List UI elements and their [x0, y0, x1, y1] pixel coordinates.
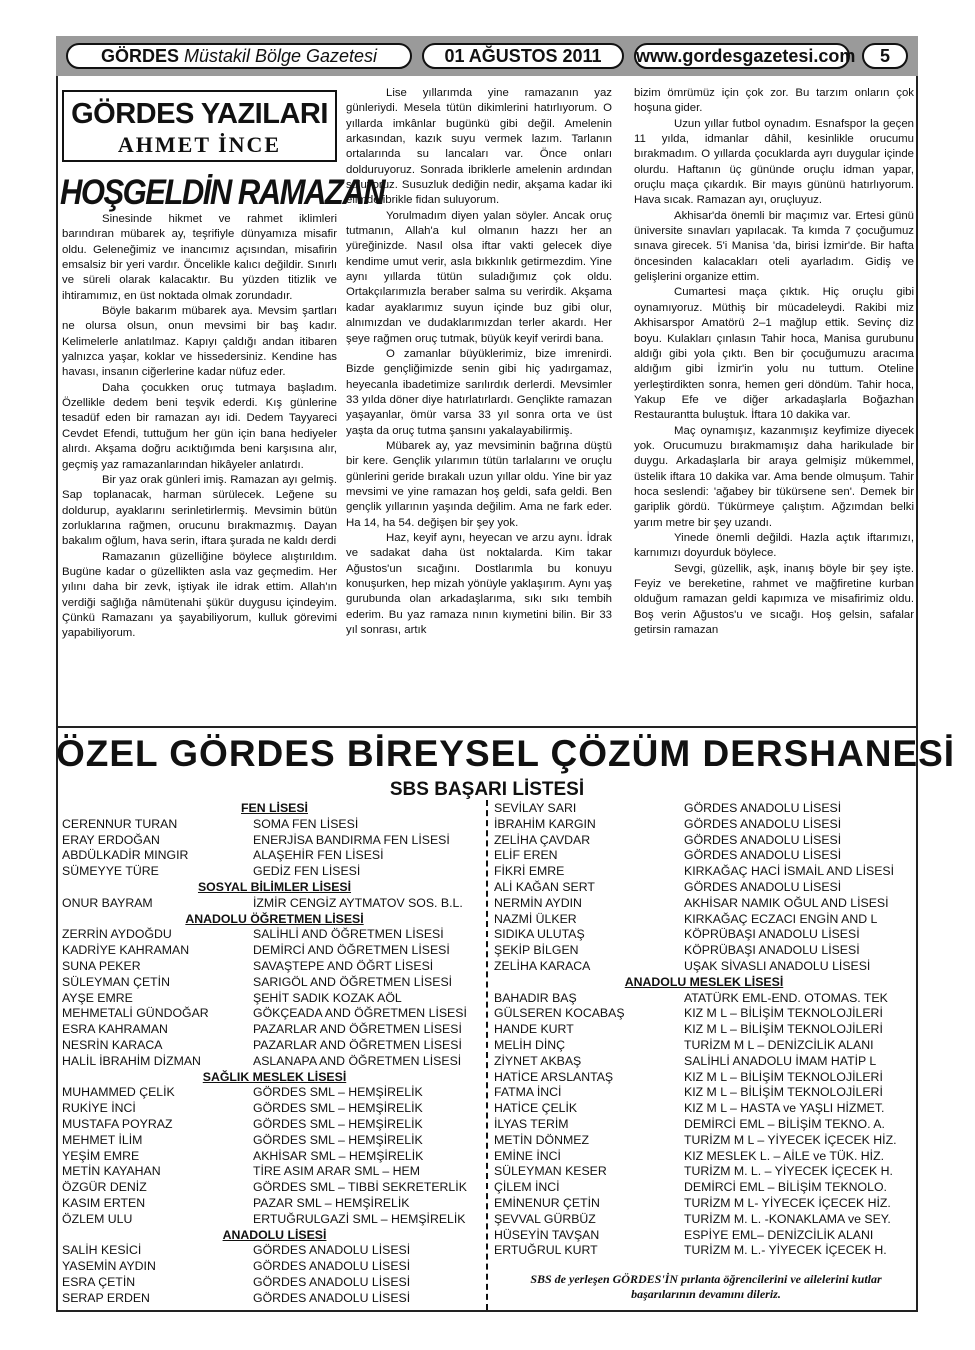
result-row: [62, 943, 487, 959]
ad-subtitle: SBS BAŞARI LİSTESİ: [389, 779, 585, 800]
result-row: [62, 1291, 487, 1307]
student-name: ZELİHA ÇAVDAR: [494, 832, 591, 847]
student-name: KADRİYE KAHRAMAN: [62, 943, 190, 958]
paper-name: GÖRDES: [100, 46, 179, 66]
result-row: [494, 1038, 914, 1054]
student-name: İLYAS TERİM: [494, 1116, 569, 1131]
school-name: KÖPRÜBAŞI ANADOLU LİSESİ: [684, 943, 860, 958]
student-name: ONUR BAYRAM: [62, 895, 153, 910]
student-name: İBRAHİM KARGIN: [494, 816, 596, 831]
school-name: GÖRDES ANADOLU LİSESİ: [684, 879, 842, 894]
school-name: UŞAK SİVASLI ANADOLU LİSESİ: [684, 958, 871, 973]
paragraph: Maç oynamışız, kazanmışız keyfimize diyecek yok. Orucumuzu bırakmamışız daha harikulade bir duygu. Arkadaşlarla bir araya gelmişiz mükemmel, üstelik iftara 10 dakika var. Ama bende olmuşum. Tahir hoca seslendi: 'ağabey bir tükürsene sen'. Demek bir gariplik gördü. Tükürmeye çalıştım. Ağzımdan belki yarım metre bir şey uzandı.: [634, 424, 914, 529]
student-name: HÜSEYİN TAVŞAN: [494, 1227, 600, 1242]
result-row: [62, 896, 487, 912]
result-row: [494, 1164, 914, 1180]
list-section-heading: FEN LİSESİ: [241, 801, 308, 815]
student-name: ESRA ÇETİN: [62, 1274, 136, 1289]
result-row: [62, 975, 487, 991]
school-name: AKHİSAR NAMIK OĞUL AND LİSESİ: [684, 895, 889, 910]
school-name: ERTUĞRULGAZİ SML – HEMŞİRELİK: [253, 1211, 466, 1226]
result-row: [494, 927, 914, 943]
student-name: YEŞİM EMRE: [62, 1148, 140, 1163]
list-section-heading: ANADOLU LİSESİ: [222, 1227, 327, 1242]
school-name: KÖPRÜBAŞI ANADOLU LİSESİ: [684, 927, 860, 942]
school-name: PAZARLAR AND ÖĞRETMEN LİSESİ: [253, 1037, 462, 1052]
school-name: SALİHLİ ANADOLU İMAM HATİP L: [684, 1053, 877, 1068]
result-row: [494, 1054, 914, 1070]
results-list-right: [494, 801, 914, 1259]
student-name: MEHMET İLİM: [62, 1132, 143, 1147]
article-column-3: [634, 86, 914, 638]
student-name: GÜLSEREN KOCABAŞ: [494, 1006, 625, 1021]
result-row: [62, 991, 487, 1007]
school-name: ALAŞEHİR FEN LİSESİ: [253, 848, 384, 863]
result-row: [494, 1006, 914, 1022]
student-name: RUKİYE İNCİ: [62, 1101, 136, 1116]
paper-name-pill: [66, 43, 412, 69]
paragraph: O zamanlar büyüklerimiz, bize imrenirdi. Bizde gençliğimizde senin gibi hiç yadırgamaz, heyecanla ibadetimize sarılırdık derlerdi. Mevsimler 33 yılda döner diye hatırlatırlardı. Gençlikte ramazan yaşayanlar, ömür varsa 33 yıl sonra orta ve üst yaşta da oruç tutma şansını yakalayabilirmiş.: [346, 347, 612, 437]
school-name: KIRKAĞAÇ ECZACI ENGİN AND L: [684, 911, 878, 926]
school-name: GÖRDES SML – HEMŞİRELİK: [253, 1132, 423, 1147]
column-title-box: [62, 90, 337, 162]
list-section-heading: SAĞLIK MESLEK LİSESİ: [202, 1069, 347, 1084]
article-column-1: [62, 212, 337, 642]
result-row: [62, 1180, 487, 1196]
student-name: ŞEVVAL GÜRBÜZ: [494, 1211, 596, 1226]
paragraph: Sevgi, güzellik, aşk, inanış böyle bir şey işte. Feyiz ve bereketine, rahmet ve mağfiretine kurban olduğum ramazan geldi kapımıza ve misafirimiz oldu. Boş verin Ağustos'u ve sıcağı. Hoş gelsin, safalar getirsin ramazan: [634, 562, 914, 637]
result-row: [494, 896, 914, 912]
school-name: GEDİZ FEN LİSESİ: [253, 864, 361, 879]
school-name: TİRE ASIM ARAR SML – HEM: [253, 1164, 420, 1179]
school-name: SARIGÖL AND ÖĞRETMEN LİSESİ: [253, 974, 453, 989]
paragraph: Mübarek ay, yaz mevsiminin bağrına düştü bir kere. Gençlik yılarımın tütün tarlalarını ve oruçlu günlerini geride bırakalı uzun yıllar oldu. Yine bir yaz mevsimi ve yine ramazan hoş geldi, safa geldi. Ben gençlik yıllarının yaşında değilim. Ama ne fark eder. Ha 14, ha 54. değişen bir şey yok.: [346, 439, 612, 529]
school-name: GÖRDES ANADOLU LİSESİ: [684, 801, 842, 815]
paragraph: Cumartesi maça çıktık. Hiç oruçlu gibi oynamıyoruz. Müthiş bir mücadeleydi. Rakibi miz Akhisarspor Amatörü 2–1 mağlup ettik. Sevinç diz boyu. Kulakları çınlasın Tahir hoca, Manisa gurubunu aldığı gibi yola çıktı. Ben bir çocuğumuzu aracıma aldığım gibi İzmir'in yolu nu tuttum. Oteline yerleştirdikten sonra, hemen geri döndüm. Tahir hoca, Yakup Efe ve diğer arkadaşlarla Boğazhan Restaurantta buluştuk. İftara 10 dakika var.: [634, 286, 914, 422]
student-name: MUHAMMED ÇELİK: [62, 1085, 175, 1100]
school-name: GÖRDES ANADOLU LİSESİ: [684, 848, 842, 863]
student-name: SIDIKA ULUTAŞ: [494, 927, 585, 942]
student-name: SÜMEYYE TÜRE: [62, 864, 159, 879]
result-row: [62, 1022, 487, 1038]
school-name: DEMİRCİ EML – BİLİŞİM TEKNOLO.: [684, 1180, 887, 1195]
school-name: GÖRDES ANADOLU LİSESİ: [253, 1243, 411, 1258]
school-name: KIZ MESLEK L. – AİLE ve TÜK. HİZ.: [684, 1148, 885, 1163]
student-name: NESRİN KARACA: [62, 1037, 163, 1052]
paragraph: Bir yaz orak günleri imiş. Ramazan ayı gelmiş. Sap toplanacak, harman sürülecek. Leğene su doldurup, ayaklarını serinletirlermiş. Mevsimin bütün zorluklarına rağmen, orucunu bırakmazmış. Dayan bakalım oğlum, hava serin, iftara şurada ne kaldı derdi: [62, 473, 337, 548]
student-name: CERENNUR TURAN: [62, 816, 178, 831]
student-name: METİN KAYAHAN: [62, 1164, 161, 1179]
school-name: DEMİRCİ EML – BİLİŞİM TEKNO. A.: [684, 1116, 885, 1131]
student-name: YASEMİN AYDIN: [62, 1259, 156, 1274]
student-name: MEHMETALİ GÜNDOĞAR: [62, 1006, 209, 1021]
result-row: [62, 864, 487, 880]
paragraph: bizim ömrümüz için çok zor. Bu tarzım onların çok hoşuna gider.: [634, 87, 914, 115]
school-name: ASLANAPA AND ÖĞRETMEN LİSESİ: [253, 1053, 462, 1068]
school-name: KIZ M L – BİLİŞİM TEKNOLOJİLERİ: [684, 1022, 883, 1037]
ad-footer-note: SBS de yerleşen GÖRDES'İN pırlanta öğrencilerini ve ailelerini kutlar başarılarının devamını dileriz.: [530, 1272, 882, 1301]
result-row: [62, 1133, 487, 1149]
school-name: SAVAŞTEPE AND ÖĞRT LİSESİ: [253, 958, 434, 973]
result-row: [494, 1070, 914, 1086]
student-name: ÖZLEM ULU: [62, 1211, 133, 1226]
student-name: ABDÜLKADİR MINGIR: [62, 848, 189, 863]
school-name: GÖRDES ANADOLU LİSESİ: [253, 1259, 411, 1274]
student-name: NERMİN AYDIN: [494, 895, 582, 910]
school-name: GÖRDES ANADOLU LİSESİ: [684, 832, 842, 847]
result-row: [62, 1196, 487, 1212]
student-name: SERAP ERDEN: [62, 1290, 150, 1305]
result-row: [494, 880, 914, 896]
student-name: ERAY ERDOĞAN: [62, 832, 160, 847]
student-name: ELİF EREN: [494, 848, 558, 863]
result-row: [62, 1243, 487, 1259]
student-name: HALİL İBRAHİM DİZMAN: [62, 1053, 201, 1068]
result-row: [494, 864, 914, 880]
result-row: [494, 959, 914, 975]
school-name: TURİZM M L – YİYECEK İÇECEK HİZ.: [684, 1132, 897, 1147]
result-row: [62, 1117, 487, 1133]
school-name: TURİZM M. L. -KONAKLAMA ve SEY.: [684, 1211, 891, 1226]
result-row: [494, 817, 914, 833]
result-row: [62, 1149, 487, 1165]
school-name: PAZARLAR AND ÖĞRETMEN LİSESİ: [253, 1022, 462, 1037]
school-name: SALİHLİ AND ÖĞRETMEN LİSESİ: [253, 927, 444, 942]
result-row: [62, 1054, 487, 1070]
article-headline: HOŞGELDİN RAMAZAN: [60, 172, 385, 213]
school-name: KIRKAĞAÇ HACİ İSMAİL AND LİSESİ: [684, 864, 895, 879]
result-row: [62, 1085, 487, 1101]
result-row: [494, 1149, 914, 1165]
school-name: GÖRDES SML – TIBBİ SEKRETERLİK: [253, 1180, 467, 1195]
paragraph: Lise yıllarımda yine ramazanın yaz günleriydi. Mesela tütün dikimlerini hatırlıyorum. O yıllarda imkânlar bugünkü gibi değil. Amelenin arkasından, kazık suyu vermek lazım. Tarlanın ortalarında su lancaları var. Önce onları dolduruyoruz. Sonrada ibriklerle amelenin ardından suluyoruz. Susuzluk dediğin nedir, akşama kadar iki elimde ibrikle fidan suluyorum.: [346, 87, 612, 207]
school-name: TURİZM M L – DENİZCİLİK ALANI: [684, 1037, 874, 1052]
school-name: KIZ M L – HASTA ve YAŞLI HİZMET.: [684, 1101, 885, 1116]
student-name: KASIM ERTEN: [62, 1195, 146, 1210]
school-name: KIZ M L – BİLİŞİM TEKNOLOJİLERİ: [684, 1069, 883, 1084]
dashed-separator: [486, 800, 488, 1310]
issue-date: 01 AĞUSTOS 2011: [422, 43, 624, 69]
paragraph: Daha çocukken oruç tutmaya başladım. Özellikle dedem beni teşvik ederdi. Kış günlerine tesadüf eden bir ramazan ayı idi. Dedem Tayyareci Cevdet Efendi, tuttuğum her gün için bana hediyeler alırdı. Akşama doğru acıktığımda beni karşısına alır, geçmiş yaz ramazanlarından hikâyeler anlatırdı.: [62, 381, 337, 471]
result-row: [494, 1228, 914, 1244]
school-name: ESPİYE EML– DENİZCİLİK ALANI: [684, 1227, 874, 1242]
school-name: İZMİR CENGİZ AYTMATOV SOS. B.L.: [253, 895, 463, 910]
paragraph: Ramazanın güzelliğine böylece alıştırıldım. Bugüne kadar o güzellikten asla vaz geçmedim. Her yılını daha bir zevk, iştiyak ile idrak ettim. Allah'ın verdiği sağlığa nâmütenahi şükür duygusu içindeyim. Çünkü Ramazanı ya şayabiliyorum, kulluk görevimi yapabiliyorum.: [62, 550, 337, 640]
school-name: DEMİRCİ AND ÖĞRETMEN LİSESİ: [253, 943, 450, 958]
ad-title: ÖZEL GÖRDES BİREYSEL ÇÖZÜM DERSHANESİ: [56, 733, 956, 774]
student-name: EMİNE İNCİ: [494, 1148, 561, 1163]
school-name: GÖRDES ANADOLU LİSESİ: [253, 1274, 411, 1289]
list-section-heading: ANADOLU MESLEK LİSESİ: [624, 974, 784, 989]
student-name: ESRA KAHRAMAN: [62, 1022, 168, 1037]
student-name: ERTUĞRUL KURT: [494, 1243, 598, 1258]
result-row: [62, 1164, 487, 1180]
result-row: [62, 927, 487, 943]
student-name: FATMA İNCİ: [494, 1085, 562, 1100]
result-row: [62, 1259, 487, 1275]
school-name: ŞEHİT SADIK KOZAK AÖL: [253, 990, 402, 1005]
student-name: SÜLEYMAN KESER: [494, 1164, 607, 1179]
page-header: [56, 36, 918, 76]
result-row: [62, 1006, 487, 1022]
column-title: GÖRDES YAZILARI: [71, 98, 328, 130]
paragraph: Uzun yıllar futbol oynadım. Esnafspor la geçen 11 yılda, idmanlar dâhil, kesinlikle orucumu bırakmadım. O yıllarda çocuklarda ayrı duygular içinde olurdu. Haftanın üç gününde oruçlu idman yapar, oruçlu maça çıkardık. Bir mayıs gününü hatırlıyorum. Hava sıcak. Ramazan ayı, oruçluyuz.: [634, 117, 914, 207]
author-name: AHMET İNCE: [117, 132, 282, 157]
results-list-left: [62, 801, 487, 1307]
result-row: [62, 1212, 487, 1228]
student-name: HATİCE ARSLANTAŞ: [494, 1069, 614, 1084]
student-name: SÜLEYMAN ÇETİN: [62, 974, 170, 989]
student-name: ALİ KAĞAN SERT: [494, 879, 595, 894]
result-row: [494, 912, 914, 928]
school-name: PAZAR SML – HEMŞİRELİK: [253, 1195, 410, 1210]
student-name: ÇİLEM İNCİ: [494, 1180, 560, 1195]
result-row: [494, 1117, 914, 1133]
student-name: MELİH DİNÇ: [494, 1037, 566, 1052]
result-row: [62, 959, 487, 975]
school-name: ENERJİSA BANDIRMA FEN LİSESİ: [253, 832, 450, 847]
result-row: [494, 1196, 914, 1212]
section-divider: [56, 726, 918, 728]
student-name: SALİH KESİCİ: [62, 1243, 142, 1258]
school-name: TURİZM M. L. – YİYECEK İÇECEK H.: [684, 1164, 893, 1179]
result-row: [494, 1243, 914, 1259]
result-row: [62, 1038, 487, 1054]
school-name: SOMA FEN LİSESİ: [253, 816, 359, 831]
student-name: AYŞE EMRE: [62, 990, 133, 1005]
result-row: [494, 833, 914, 849]
school-name: TURİZM M. L.- YİYECEK İÇECEK H.: [684, 1243, 887, 1258]
school-name: KIZ M L – BİLİŞİM TEKNOLOJİLERİ: [684, 1006, 883, 1021]
student-name: FİKRİ EMRE: [494, 864, 565, 879]
student-name: EMİNENUR ÇETİN: [494, 1195, 600, 1210]
result-row: [494, 1085, 914, 1101]
paragraph: Akhisar'da önemli bir maçımız var. Ertesi günü üniversite sınavları yapılacak. Ta kımda 7 çocuğumuz sınava girecek. 5'i Manisa 'da, birisi İzmir'de. Bir hafta öncesinden kalacakları oteli ayarladım. Gidiş ve gelişlerini organize ettim.: [634, 209, 914, 284]
website-link[interactable]: www.gordesgazetesi.com: [634, 43, 850, 69]
school-name: GÖRDES ANADOLU LİSESİ: [684, 816, 842, 831]
result-row: [494, 943, 914, 959]
student-name: SUNA PEKER: [62, 958, 141, 973]
result-row: [62, 1275, 487, 1291]
paragraph: Böyle bakarım mübarek aya. Mevsim şartları ne olursa olsun, onun mevsimi bir baş kadır. Kelimelerle anlatılmaz. Kapıyı çaldığı andan itibaren yalnızca yaşar, koklar ve hissedersiniz. Kendine has havası, insanın ciğerlerine kadar nüfuz eder.: [62, 305, 337, 379]
school-name: GÖRDES ANADOLU LİSESİ: [253, 1290, 411, 1305]
result-row: [494, 1133, 914, 1149]
student-name: ŞEKİP BİLGEN: [494, 943, 579, 958]
result-row: [62, 833, 487, 849]
student-name: NAZMİ ÜLKER: [494, 911, 577, 926]
paragraph: Sinesinde hikmet ve rahmet iklimleri barındıran mübarek ay, teşrifiyle dünyamıza misafir oldu. Geleneğimiz ve inancımız açısından, misafirin emsalsiz bir yeri vardır. Öncelikle kalıcı değildir. Sınırlı ve süreli olarak kalacaktır. Bu yüzden titizlik ve ihtiramımız, en üst noktada olmak zorundadır.: [62, 213, 337, 302]
student-name: ZELİHA KARACA: [494, 958, 591, 973]
result-row: [494, 848, 914, 864]
result-row: [494, 1101, 914, 1117]
school-name: GÖKÇEADA AND ÖĞRETMEN LİSESİ: [253, 1006, 467, 1021]
school-name: KIZ M L – BİLİŞİM TEKNOLOJİLERİ: [684, 1085, 883, 1100]
paragraph: Yorulmadım diyen yalan söyler. Ancak oruç tutmanın, Allah'a kul olmanın hazzı her an yüreğinizde. Nasıl olsa iftar vakti gelecek diye kendime umut verir, asla bıkkınlık getirmezdim. Yine aynı yıllarda tütün suladığımız çok oldu. Ortakçılarımızla beraber salma su verirdik. Akşama kadar ayaklarımız suyun içinde buz gibi olur, alnımızdan ve dudaklarımızdan terler akardı. Her şeye rağmen oruç tutmak, büyük keyif verirdi bana.: [346, 209, 612, 345]
result-row: [494, 1180, 914, 1196]
school-name: GÖRDES SML – HEMŞİRELİK: [253, 1101, 423, 1116]
paragraph: Haz, keyif aynı, heyecan ve arzu aynı. İdrak ve sadakat daha üst noktalarda. Kim takar Ağustos'un sıcağını. Dostlarımla bu konuyu konuşurken, hep mizah yönüyle yaklaşırım. Aynı yaş gurubunda olan arkadaşlarıma, sıkı sıkı tembih ederim. Bu yaz ramaza nının kıymetini bilin. Bir 33 yıl sonrası, artık: [346, 531, 612, 637]
paragraph: Yinede önemli değildi. Hazla açtık iftarımızı, karnımızı doyurduk böylece.: [634, 531, 914, 560]
student-name: ZERRİN AYDOĞDU: [62, 927, 172, 942]
student-name: HANDE KURT: [494, 1022, 574, 1037]
school-name: ATATÜRK EML-END. OTOMAS. TEK: [684, 990, 888, 1005]
student-name: MUSTAFA POYRAZ: [62, 1116, 173, 1131]
result-row: [62, 817, 487, 833]
result-row: [494, 991, 914, 1007]
school-name: TURİZM M L- YİYECEK İÇECEK HİZ.: [684, 1195, 891, 1210]
result-row: [62, 848, 487, 864]
student-name: HATİCE ÇELİK: [494, 1101, 578, 1116]
result-row: [494, 1212, 914, 1228]
result-row: [494, 1022, 914, 1038]
list-section-heading: ANADOLU ÖĞRETMEN LİSESİ: [185, 911, 364, 926]
student-name: ÖZGÜR DENİZ: [62, 1180, 147, 1195]
school-name: AKHİSAR SML – HEMŞİRELİK: [253, 1148, 424, 1163]
school-name: GÖRDES SML – HEMŞİRELİK: [253, 1085, 423, 1100]
student-name: SEVİLAY SARI: [494, 801, 577, 815]
result-row: [62, 1101, 487, 1117]
list-section-heading: SOSYAL BİLİMLER LİSESİ: [197, 879, 352, 894]
student-name: METİN DÖNMEZ: [494, 1132, 589, 1147]
paper-tagline: Müstakil Bölge Gazetesi: [183, 46, 378, 66]
school-name: GÖRDES SML – HEMŞİRELİK: [253, 1116, 423, 1131]
page-number: 5: [862, 43, 908, 69]
student-name: BAHADIR BAŞ: [494, 990, 577, 1005]
student-name: ZİYNET AKBAŞ: [494, 1053, 582, 1068]
article-column-2: [346, 86, 612, 638]
result-row: [494, 801, 914, 817]
